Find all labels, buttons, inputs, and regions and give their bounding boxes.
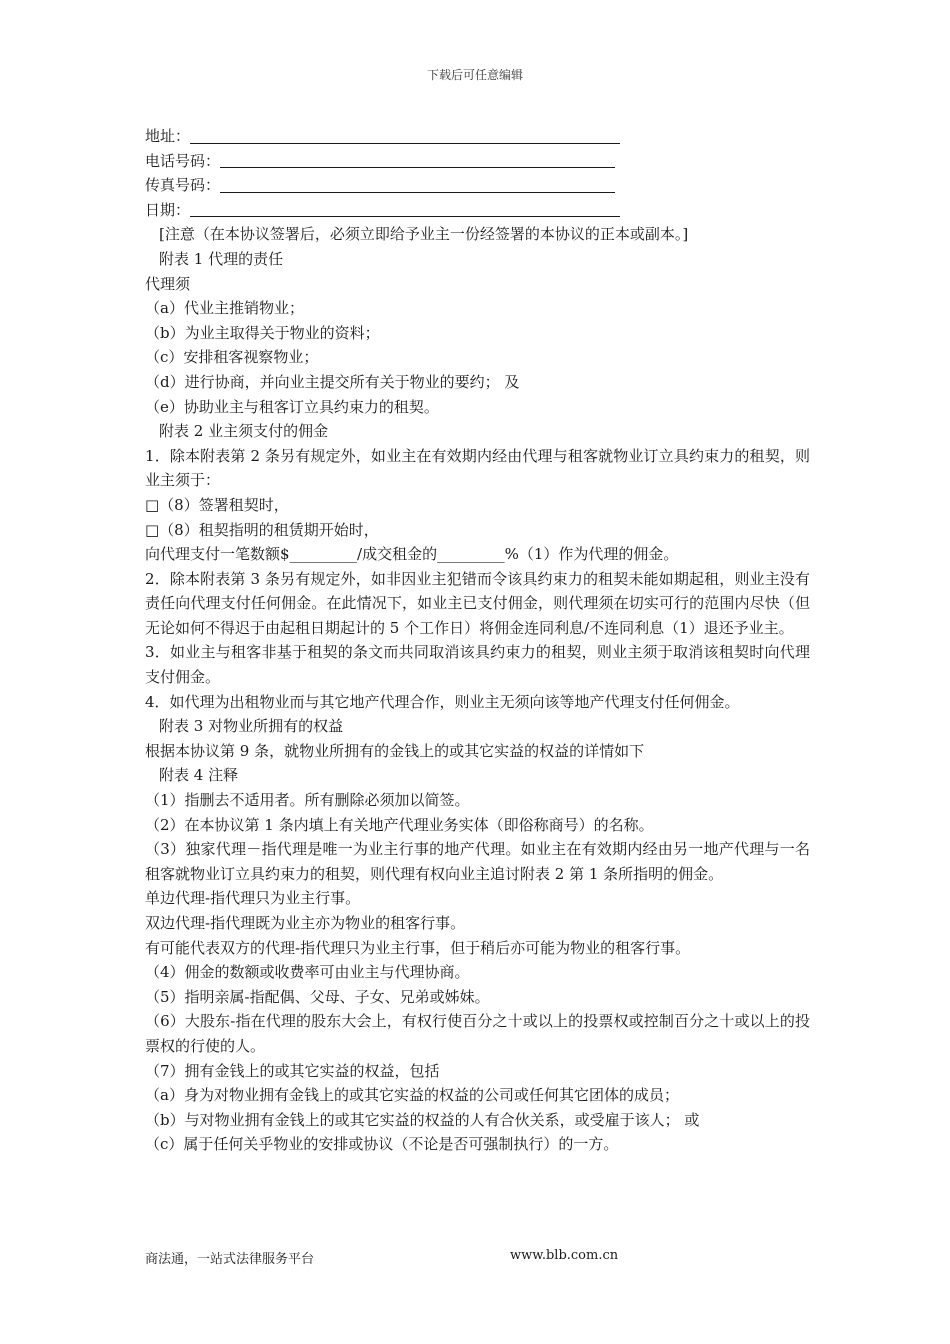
schedule-4-title: 附表 4 注释 bbox=[159, 766, 239, 785]
phone-label: 电话号码： bbox=[145, 151, 221, 170]
note-4: （4）佣金的数额或收费率可由业主与代理协商。 bbox=[145, 963, 470, 982]
note-3-potential-dual-agency: 有可能代表双方的代理-指代理只为业主行事，但于稍后亦可能为物业的租客行事。 bbox=[145, 938, 691, 957]
note-3: （3）独家代理－指代理是唯一为业主行事的地产代理。如业主在有效期内经由另一地产代理与一名租客就物业订立具约束力的租契，则代理有权向业主追讨附表 2 第 1 条所指明的佣金。 bbox=[145, 840, 810, 883]
footer-website-link[interactable]: www.blb.com.cn bbox=[510, 1248, 619, 1263]
fax-blank-line bbox=[220, 192, 615, 193]
note-5: （5）指明亲属-指配偶、父母、子女、兄弟或姊妹。 bbox=[145, 987, 490, 1006]
schedule-2-title: 附表 2 业主须支付的佣金 bbox=[159, 422, 329, 441]
address-blank-line bbox=[190, 143, 620, 144]
note-7-item-b: （b）与对物业拥有金钱上的或其它实益的权益的人有合伙关系，或受雇于该人； 或 bbox=[145, 1110, 700, 1129]
date-label: 日期： bbox=[145, 200, 191, 219]
page-header-note: 下载后可任意编辑 bbox=[426, 68, 523, 82]
schedule-2-clause-3: 3．如业主与租客非基于租契的条文而共同取消该具约束力的租契，则业主须于取消该租契时向代理支付佣金。 bbox=[145, 643, 810, 687]
schedule-1-item-b: （b）为业主取得关于物业的资料； bbox=[145, 323, 380, 342]
address-field bbox=[145, 124, 810, 149]
schedule-2-checkbox-signing: □（8）签署租契时， bbox=[145, 495, 289, 514]
schedule-2-clause-2: 2．除本附表第 3 条另有规定外，如非因业主犯错而令该具约束力的租契未能如期起租，则业主没有责任向代理支付任何佣金。在此情况下，如业主已支付佣金，则代理须在切实可行的范围内尽快（但无论如何不得迟于由起租日期起计的 5 个工作日）将佣金连同利息/不连同利息（1）退还予业主。 bbox=[145, 569, 810, 637]
schedule-1-title: 附表 1 代理的责任 bbox=[159, 249, 284, 268]
schedule-3-text: 根据本协议第 9 条，就物业所拥有的金钱上的或其它实益的权益的详情如下 bbox=[145, 741, 645, 760]
note-2: （2）在本协议第 1 条内填上有关地产代理业务实体（即俗称商号）的名称。 bbox=[145, 815, 654, 834]
date-blank-line bbox=[190, 216, 620, 217]
note-6: （6）大股东-指在代理的股东大会上，有权行使百分之十或以上的投票权或控制百分之十或以上的投票权的行使的人。 bbox=[145, 1012, 810, 1055]
note-1: （1）指删去不适用者。所有删除必须加以简签。 bbox=[145, 791, 470, 810]
note-7-item-c: （c）属于任何关乎物业的安排或协议（不论是否可强制执行）的一方。 bbox=[145, 1135, 619, 1154]
schedule-1-item-d: （d）进行协商，并向业主提交所有关于物业的要约； 及 bbox=[145, 372, 520, 391]
schedule-3-title: 附表 3 对物业所拥有的权益 bbox=[159, 717, 344, 736]
fax-field bbox=[145, 173, 810, 198]
footer-platform-name: 商法通，一站式法律服务平台 bbox=[145, 1252, 315, 1267]
schedule-1-item-a: （a）代业主推销物业； bbox=[145, 299, 304, 318]
note-7-item-a: （a）身为对物业拥有金钱上的或其它实益的权益的公司或任何其它团体的成员； bbox=[145, 1086, 679, 1105]
schedule-1-intro: 代理须 bbox=[145, 274, 191, 293]
signing-note: [注意（在本协议签署后，必须立即给予业主一份经签署的本协议的正本或副本。] bbox=[159, 225, 689, 244]
schedule-1-item-e: （e）协助业主与租客订立具约束力的租契。 bbox=[145, 397, 439, 416]
address-label: 地址： bbox=[145, 127, 191, 145]
schedule-2-clause-4: 4．如代理为出租物业而与其它地产代理合作，则业主无须向该等地产代理支付任何佣金。 bbox=[145, 692, 740, 711]
note-3-dual-agency: 双边代理-指代理既为业主亦为物业的租客行事。 bbox=[145, 914, 466, 932]
note-7: （7）拥有金钱上的或其它实益的权益，包括 bbox=[145, 1061, 440, 1080]
note-3-single-agency: 单边代理-指代理只为业主行事。 bbox=[145, 889, 361, 908]
schedule-2-payment-line: 向代理支付一笔数额$_________/成交租金的_________%（1）作为代理的佣金。 bbox=[145, 545, 679, 564]
document-body bbox=[145, 124, 810, 1157]
schedule-2-clause-1: 1．除本附表第 2 条另有规定外，如业主在有效期内经由代理与租客就物业订立具约束力的租契，则业主须于： bbox=[145, 446, 810, 490]
schedule-2-checkbox-term-start: □（8）租契指明的租赁期开始时， bbox=[145, 520, 379, 539]
fax-label: 传真号码： bbox=[145, 176, 221, 195]
phone-blank-line bbox=[220, 167, 615, 168]
date-field bbox=[145, 198, 810, 223]
schedule-1-item-c: （c）安排租客视察物业； bbox=[145, 348, 319, 367]
phone-field bbox=[145, 149, 810, 174]
